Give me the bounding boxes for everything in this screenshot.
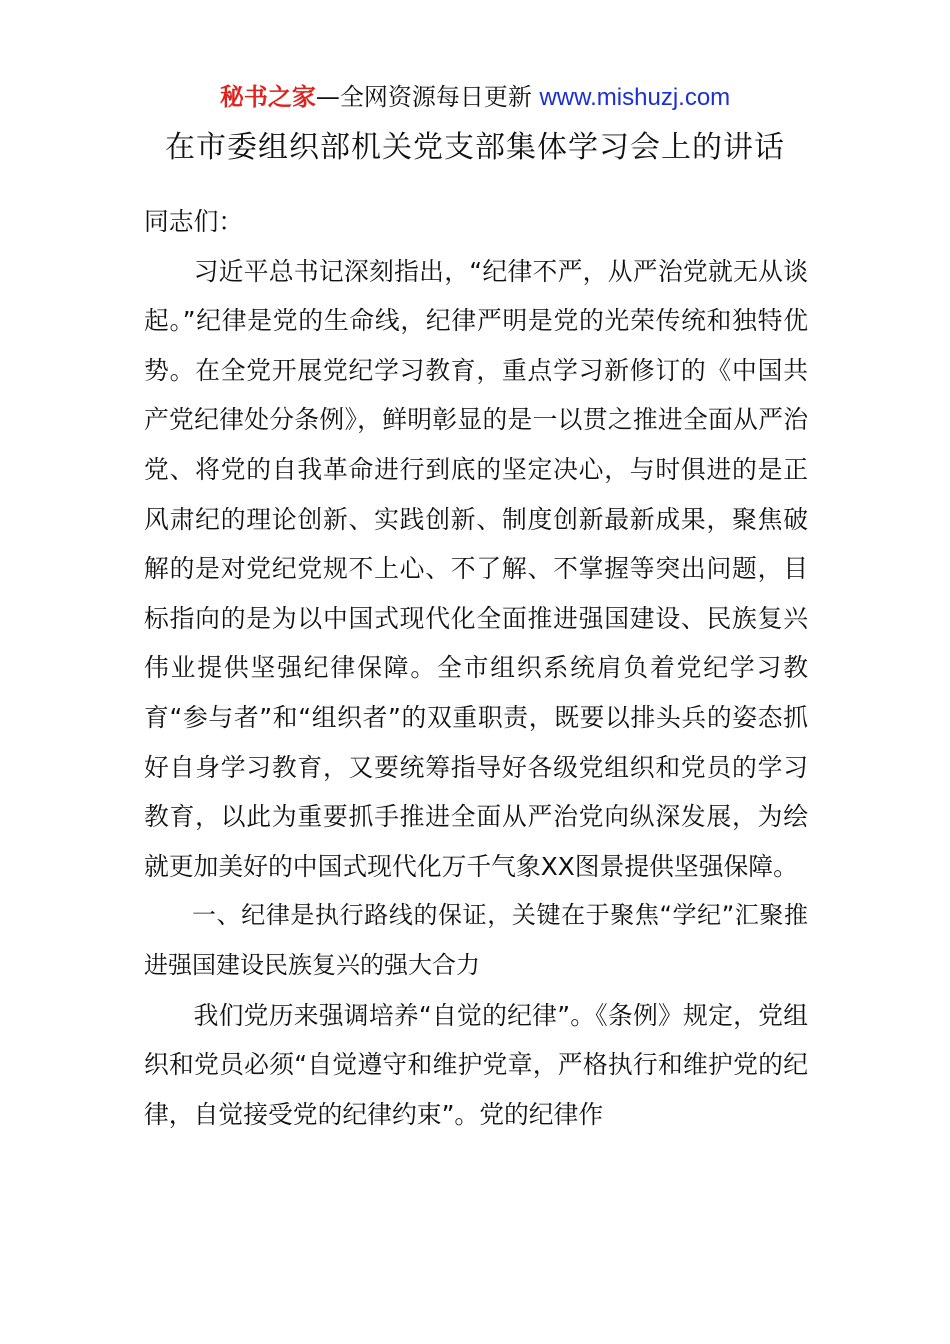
section-paragraph-1: 我们党历来强调培养“自觉的纪律”。《条例》规定，党组织和党员必须“自觉遵守和维护党章，严格执行和维护党的纪律，自觉接受党的纪律约束”。党的纪律作 — [144, 1000, 808, 1129]
site-header — [0, 80, 950, 115]
site-tagline: —全网资源每日更新 — [315, 83, 540, 111]
document-body — [144, 197, 808, 1139]
section-heading-1: 一、纪律是执行路线的保证，关键在于聚焦“学纪”汇聚推进强国建设民族复兴的强大合力 — [144, 901, 808, 979]
site-brand: 秘书之家 — [219, 83, 316, 111]
intro-paragraph: 习近平总书记深刻指出，“纪律不严，从严治党就无从谈起。”纪律是党的生命线，纪律严明是党的光荣传统和独特优势。在全党开展党纪学习教育，重点学习新修订的《中国共产党纪律处分条例》，鲜明彰显的是一以贯之推进全面从严治党、将党的自我革命进行到底的坚定决心，与时俱进的是正风肃纪的理论创新、实践创新、制度创新最新成果，聚焦破解的是对党纪党规不上心、不了解、不掌握等突出问题，目标指向的是为以中国式现代化全面推进强国建设、民族复兴伟业提供坚强纪律保障。全市组织系统肩负着党纪学习教育“参与者”和“组织者”的双重职责，既要以排头兵的姿态抓好自身学习教育，又要统筹指导好各级党组织和党员的学习教育，以此为重要抓手推进全面从严治党向纵深发展，为绘就更加美好的中国式现代化万千气象XX图景提供坚强保障。 — [144, 256, 808, 881]
document-title: 在市委组织部机关党支部集体学习会上的讲话 — [165, 130, 785, 165]
salutation: 同志们： — [144, 207, 244, 236]
site-url-link[interactable]: www.mishuzj.com — [539, 84, 731, 111]
